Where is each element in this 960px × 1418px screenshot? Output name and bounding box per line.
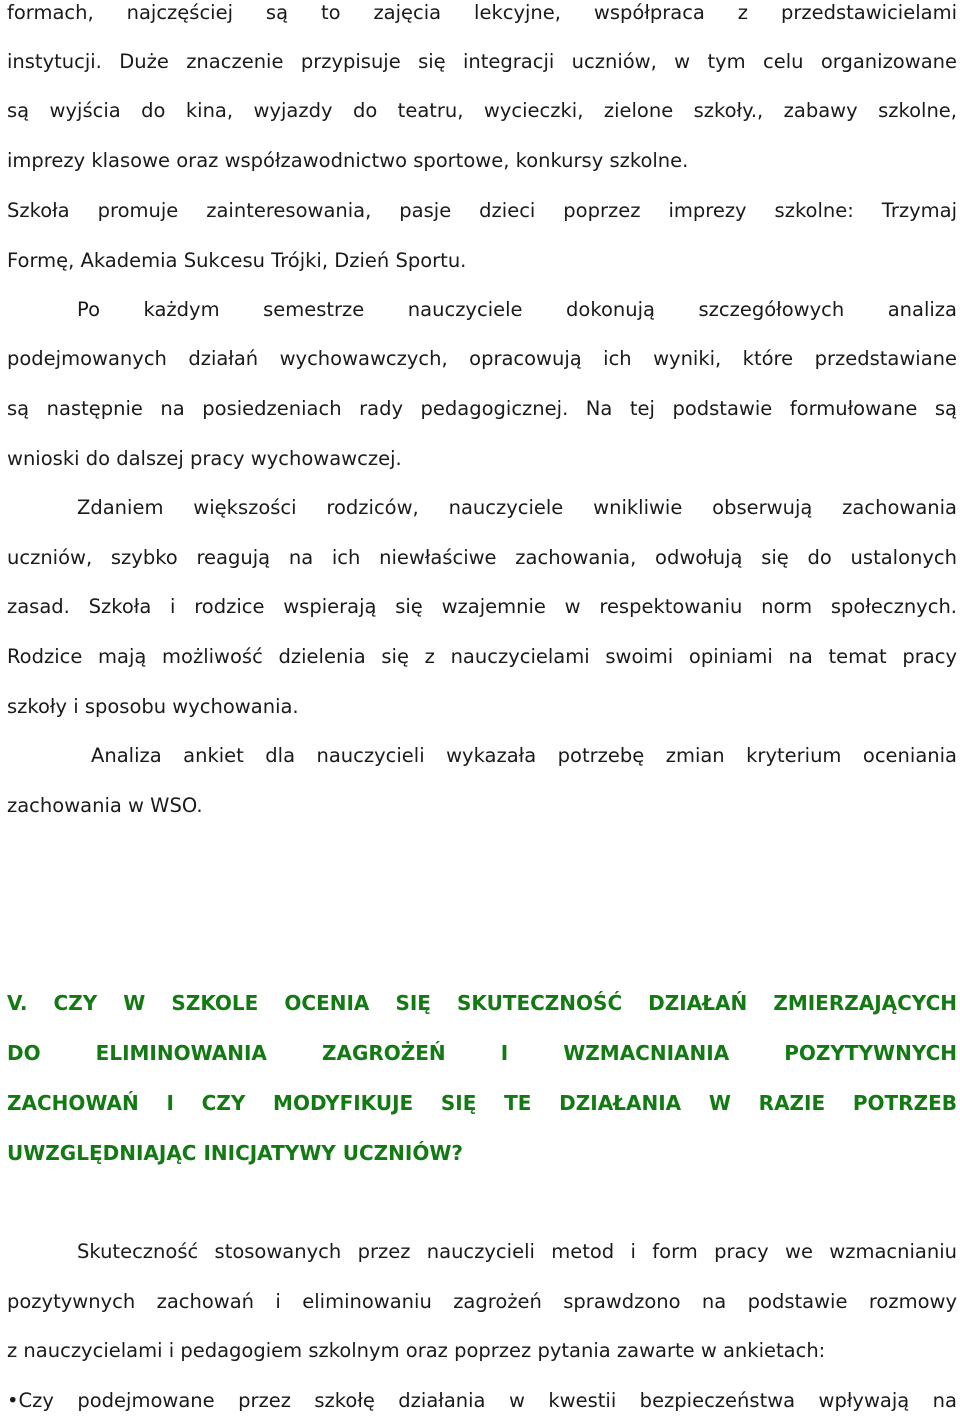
text-line: Skuteczność stosowanych przez nauczycieli metod i form pracy we wzmacnianiu — [77, 1240, 957, 1263]
text-line: instytucji. Duże znaczenie przypisuje się integracji uczniów, w tym celu organizowane — [7, 50, 957, 73]
section-heading: UWZGLĘDNIAJĄC INICJATYWY UCZNIÓW? — [7, 1141, 464, 1165]
text-line: Rodzice mają możliwość dzielenia się z nauczycielami swoimi opiniami na temat pracy — [7, 645, 957, 668]
text-line: pozytywnych zachowań i eliminowaniu zagrożeń sprawdzono na podstawie rozmowy — [7, 1290, 957, 1313]
text-line: Po każdym semestrze nauczyciele dokonują szczegółowych analiza — [77, 298, 957, 321]
text-line: są wyjścia do kina, wyjazdy do teatru, wycieczki, zielone szkoły., zabawy szkolne, — [7, 99, 957, 122]
text-line: Analiza ankiet dla nauczycieli wykazała potrzebę zmian kryterium oceniania — [91, 744, 957, 767]
text-line: formach, najczęściej są to zajęcia lekcyjne, współpraca z przedstawicielami — [7, 1, 957, 24]
bullet-list-item: •Czy podejmowane przez szkołę działania w kwestii bezpieczeństwa wpływają na — [7, 1389, 957, 1412]
section-heading: V. CZY W SZKOLE OCENIA SIĘ SKUTECZNOŚĆ DZIAŁAŃ ZMIERZAJĄCYCH — [7, 991, 957, 1015]
text-line: są następnie na posiedzeniach rady pedagogicznej. Na tej podstawie formułowane są — [7, 397, 957, 420]
text-line: szkoły i sposobu wychowania. — [7, 695, 299, 718]
text-line: wnioski do dalszej pracy wychowawczej. — [7, 447, 402, 470]
text-line: z nauczycielami i pedagogiem szkolnym oraz poprzez pytania zawarte w ankietach: — [7, 1339, 826, 1362]
text-line: Zdaniem większości rodziców, nauczyciele wnikliwie obserwują zachowania — [77, 496, 957, 519]
text-line: podejmowanych działań wychowawczych, opracowują ich wyniki, które przedstawiane — [7, 347, 957, 370]
text-line: zachowania w WSO. — [7, 794, 203, 817]
text-line: uczniów, szybko reagują na ich niewłaściwe zachowania, odwołują się do ustalonych — [7, 546, 957, 569]
text-line: Szkoła promuje zainteresowania, pasje dzieci poprzez imprezy szkolne: Trzymaj — [7, 199, 957, 222]
text-line: imprezy klasowe oraz współzawodnictwo sportowe, konkursy szkolne. — [7, 149, 689, 172]
text-line: Formę, Akademia Sukcesu Trójki, Dzień Sportu. — [7, 249, 467, 272]
text-line: zasad. Szkoła i rodzice wspierają się wzajemnie w respektowaniu norm społecznych. — [7, 595, 957, 618]
section-heading: DO ELIMINOWANIA ZAGROŻEŃ I WZMACNIANIA POZYTYWNYCH — [7, 1041, 957, 1065]
section-heading: ZACHOWAŃ I CZY MODYFIKUJE SIĘ TE DZIAŁANIA W RAZIE POTRZEB — [7, 1091, 957, 1115]
